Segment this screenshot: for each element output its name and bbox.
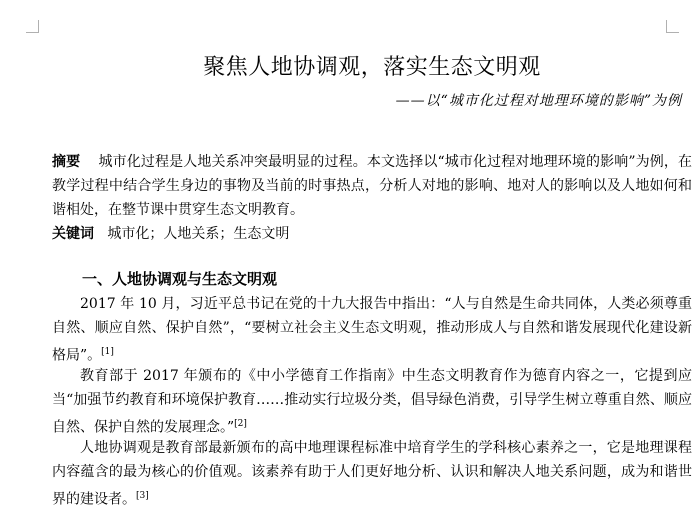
paragraph-text: 教育部于 2017 年颁布的《中小学德育工作指南》中生态文明教育作为德育内容之一，它提到应当“加强节约教育和环境保护教育……推动实行垃圾分类，倡导绿色消费，引导学生树立尊重自然、顺应自然、保护自然的发展理念。” xyxy=(52,368,692,436)
page-corner-mark-right xyxy=(666,20,679,33)
keywords-label: 关键词 xyxy=(52,226,94,242)
abstract-label: 摘要 xyxy=(52,154,81,170)
keywords-text: 城市化；人地关系；生态文明 xyxy=(107,226,290,242)
page-corner-mark-left xyxy=(26,20,39,33)
section-heading: 一、人地协调观与生态文明观 xyxy=(82,270,278,288)
paragraph xyxy=(52,364,692,440)
abstract-text: 城市化过程是人地关系冲突最明显的过程。本文选择以“城市化过程对地理环境的影响”为例，在教学过程中结合学生身边的事物及当前的时事热点，分析人对地的影响、地对人的影响以及人地如何和谐相处，在整节课中贯穿生态文明教育。 xyxy=(52,154,692,218)
paragraph-text: 人地协调观是教育部最新颁布的高中地理课程标准中培育学生的学科核心素养之一，它是地理课程内容蕴含的最为核心的价值观。该素养有助于人们更好地分析、认识和解决人地关系问题，成为和谐世界的建设者。 xyxy=(52,440,692,508)
citation-ref: [1] xyxy=(101,347,114,357)
page-subtitle: ——以“城市化过程对地理环境的影响”为例 xyxy=(395,93,682,109)
citation-ref: [2] xyxy=(234,419,247,429)
page-title: 聚焦人地协调观，落实生态文明观 xyxy=(203,55,541,80)
paragraph-text: 2017 年 10 月，习近平总书记在党的十九大报告中指出：“人与自然是生命共同体，人类必须尊重自然、顺应自然、保护自然”，“要树立社会主义生态文明观，推动形成人与自然和谐发展现代化建设新格局”。 xyxy=(52,296,692,364)
paragraph xyxy=(52,292,692,368)
keywords xyxy=(52,222,289,246)
abstract xyxy=(52,150,692,222)
citation-ref: [3] xyxy=(136,491,149,501)
paragraph xyxy=(52,436,692,512)
